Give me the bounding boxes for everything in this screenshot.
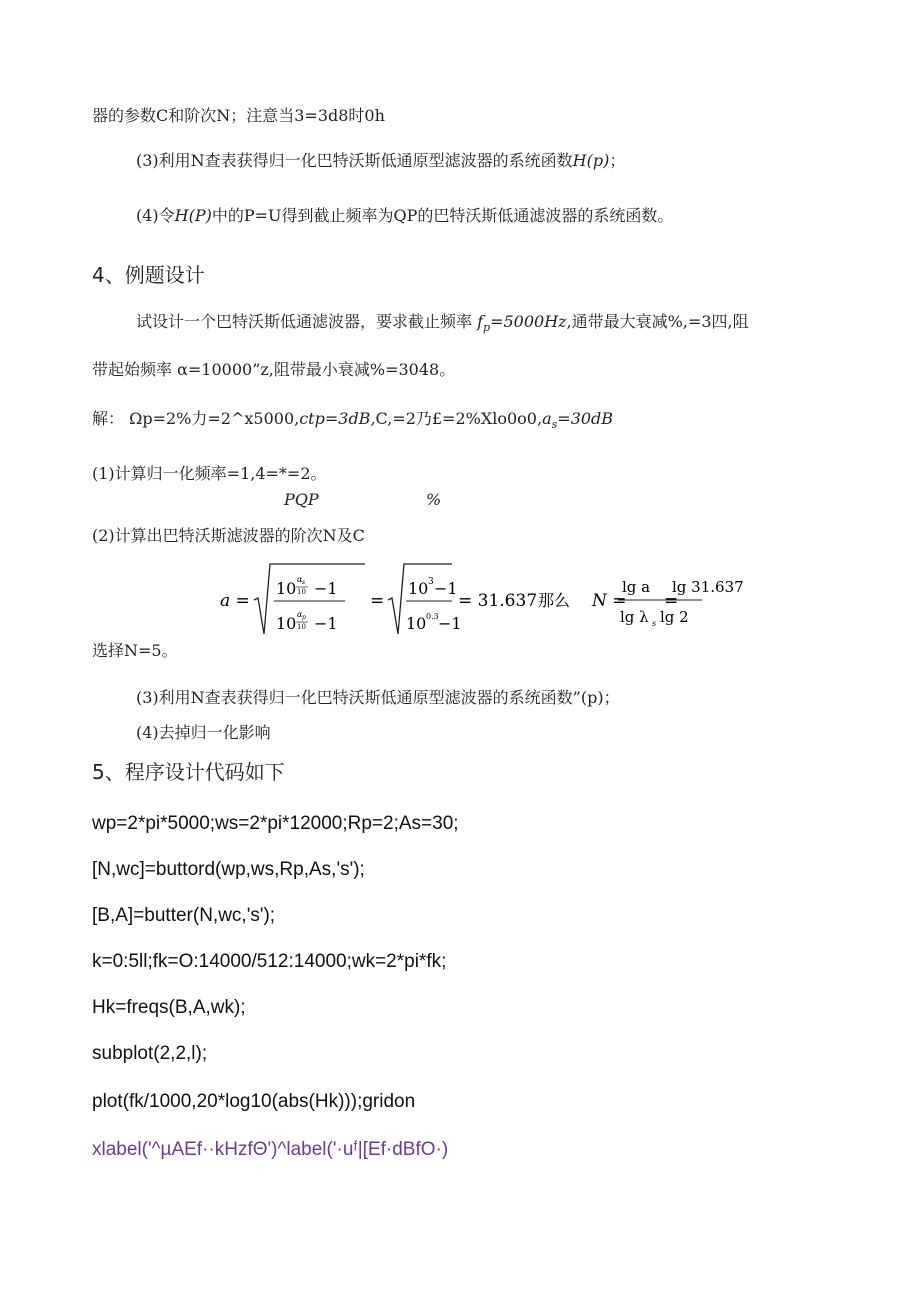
eq-equals: = <box>370 591 385 611</box>
code-line: xlabel('^µAEf··kHzfΘ')^label('·uᶠ|[Ef·dBfO·) <box>92 1139 449 1160</box>
text-line: (1)计算归一化频率=1,4=*=2。 <box>92 464 327 483</box>
eq-exp3: 3 <box>428 577 434 587</box>
math-value: =30dB <box>557 409 614 428</box>
math-sub: p <box>483 321 491 335</box>
eq-exp03: 0.3 <box>426 612 439 621</box>
text-line: (4)去掉归一化影响 <box>136 723 271 742</box>
text-line <box>136 153 625 169</box>
sqrt-sign <box>254 564 365 634</box>
eq-lg2: lg 2 <box>660 608 689 626</box>
eq-lg-lambda: lg λ <box>620 608 649 626</box>
math-f: f <box>477 312 484 331</box>
eq-result: = 31.637 <box>458 591 538 611</box>
eq-minus1: −1 <box>434 579 458 598</box>
text-span: (4)令 <box>136 206 175 225</box>
math-a: a <box>542 409 552 428</box>
text-span: 试设计一个巴特沃斯低通滤波器，要求截止频率 <box>136 312 473 331</box>
code-line: wp=2*pi*5000;ws=2*pi*12000;Rp=2;As=30; <box>92 813 459 834</box>
eq-alpha-s: α <box>297 575 303 584</box>
code-line: subplot(2,2,l); <box>92 1043 208 1064</box>
eq-10: 10 <box>408 579 429 598</box>
eq-lg-val: lg 31.637 <box>672 578 744 596</box>
math-sub: s <box>551 418 558 432</box>
text-span: C,=2乃£=2%Xlo0o0, <box>375 409 543 428</box>
text-line: 选择N=5。 <box>92 641 178 660</box>
text-fragment: % <box>426 490 442 509</box>
math-span: ctp=3dB, <box>299 409 376 428</box>
text-span: ,通带最大衰减%,=3四,阻 <box>566 312 749 331</box>
text-line <box>136 314 749 333</box>
eq-lg-a: lg a <box>622 578 651 596</box>
eq-sub-s: s <box>302 579 306 586</box>
text-line: 器的参数C和阶次N；注意当3=3d8时0h <box>92 106 385 125</box>
math-HP: H(P) <box>174 206 212 225</box>
eq-10: 10 <box>276 579 297 598</box>
eq-10: 10 <box>276 614 297 633</box>
eq-lambda-sub: s <box>652 619 657 628</box>
text-span: 解： Ωp=2%力=2^x5000, <box>92 409 300 428</box>
eq-equals: = <box>664 591 679 611</box>
code-line: k=0:5ll;fk=O:14000/512:14000;wk=2*pi*fk; <box>92 951 447 972</box>
eq-then: 那么 <box>538 591 571 610</box>
eq-N-lhs: N = <box>592 591 627 611</box>
text-line: (3)利用N查表获得归一化巴特沃斯低通原型滤波器的系统函数”(p)； <box>136 688 620 707</box>
eq-a-lhs: a = <box>220 591 250 611</box>
eq-sub-p: p <box>302 614 306 621</box>
eq-final-fraction <box>650 560 710 642</box>
text-line: 带起始频率 α=10000”z,阻带最小衰减%=3048。 <box>92 360 456 379</box>
text-line: (2)计算出巴特沃斯滤波器的阶次N及C <box>92 526 365 545</box>
text-span: 中的P=U得到截止频率为QP的巴特沃斯低通滤波器的系统函数。 <box>211 206 674 225</box>
math-Hp: H(p) <box>572 151 610 170</box>
eq-minus1: −1 <box>314 579 338 598</box>
eq-minus1: −1 <box>438 614 462 633</box>
eq-10-small: 10 <box>297 623 306 631</box>
order-equation <box>220 560 744 642</box>
text-span: (3)利用N查表获得归一化巴特沃斯低通原型滤波器的系统函数 <box>136 151 573 170</box>
text-fragment: PQP <box>284 490 319 509</box>
eq-10-small: 10 <box>297 588 306 596</box>
code-line: [N,wc]=buttord(wp,ws,Rp,As,'s'); <box>92 859 365 880</box>
text-line <box>92 411 613 430</box>
eq-minus1: −1 <box>314 614 338 633</box>
eq-alpha-p: α <box>297 610 303 619</box>
code-line: Hk=freqs(B,A,wk); <box>92 997 246 1018</box>
code-line: [B,A]=butter(N,wc,'s'); <box>92 905 276 926</box>
eq-10: 10 <box>406 614 427 633</box>
section-heading-4: 4、例题设计 <box>92 263 205 287</box>
text-line <box>136 208 673 224</box>
code-line: plot(fk/1000,20*log10(abs(Hk)));gridon <box>92 1091 416 1112</box>
text-span: ； <box>609 151 626 170</box>
section-heading-5: 5、程序设计代码如下 <box>92 760 285 784</box>
math-value: =5000Hz <box>490 312 567 331</box>
